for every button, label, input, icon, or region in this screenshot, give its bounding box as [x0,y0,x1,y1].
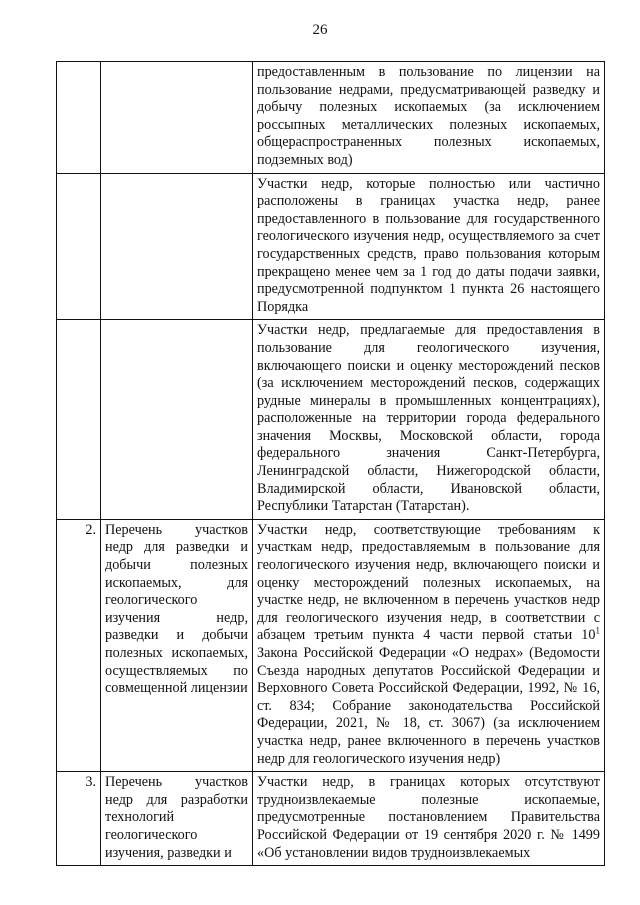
description-text: Закона Российской Федерации «О недрах» (Ведомости Съезда народных депутатов Российской Федерации и Верховного Совета Российской Федерации, 1992, № 16, ст. 834; Собрание законодательства Российской Федерации, 2021, № 18, ст. 3067) (за исключением участка недр, ранее включенного в перечень участков недр для геологического изучения недр) [257,645,600,767]
plot-description: Участки недр, которые полностью или частично расположены в границах участка недр, ранее предоставленного в пользование для государственного геологического изучения недр, осуществляемого за счет государственных средств, право пользования которым прекращено менее чем за 1 год до даты подачи заявки, предусмотренной подпунктом 1 пункта 26 настоящего Порядка [253,173,605,320]
plot-description: Участки недр, в границах которых отсутствуют трудноизвлекаемые полезные ископаемые, предусмотренные постановлением Правительства Российской Федерации от 19 сентября 2020 г. № 1499 «Об установлении видов трудноизвлекаемых [253,772,605,866]
row-number: 3. [57,772,101,866]
table-row [57,320,605,520]
list-name: Перечень участков недр для разведки и добычи полезных ископаемых, для геологического изучения недр, разведки и добычи полезных ископаемых, осуществляемых по совмещенной лицензии [101,519,253,771]
list-name [101,320,253,520]
page-number: 26 [312,22,328,38]
list-name: Перечень участков недр для разработки технологий геологического изучения, разведки и [101,772,253,866]
table-row [57,519,605,771]
list-name [101,62,253,174]
row-number [57,62,101,174]
plot-description: Участки недр, предлагаемые для предоставления в пользование для геологического изучения, включающего поиски и оценку месторождений песков (за исключением месторождений песков, содержащих рудные минералы в промышленных концентрациях), расположенные на территории города федерального значения Москвы, Московской области, города федерального значения Санкт-Петербурга, Ленинградской области, Нижегородской области, Владимирской области, Ивановской области, Республики Татарстан (Татарстан). [253,320,605,520]
table-row [57,173,605,320]
table-row [57,62,605,174]
description-text: Участки недр, соответствующие требованиям к участкам недр, предоставляемым в пользование для геологического изучения недр, включающего поиски и оценку месторождений полезных ископаемых, на участке недр, не включенном в перечень участков недр для геологического изучения недр, в соответствии с абзацем третьим пункта 4 части первой статьи 10 [257,521,600,644]
resources-table [56,61,605,866]
row-number [57,173,101,320]
list-name [101,173,253,320]
superscript: 1 [595,625,600,636]
plot-description [253,519,605,771]
row-number [57,320,101,520]
plot-description: предоставленным в пользование по лицензии на пользование недрами, предусматривающей разведку и добычу полезных ископаемых (за исключением россыпных металлических полезных ископаемых, общераспространенных полезных ископаемых, подземных вод) [253,62,605,174]
table-row [57,772,605,866]
row-number: 2. [57,519,101,771]
